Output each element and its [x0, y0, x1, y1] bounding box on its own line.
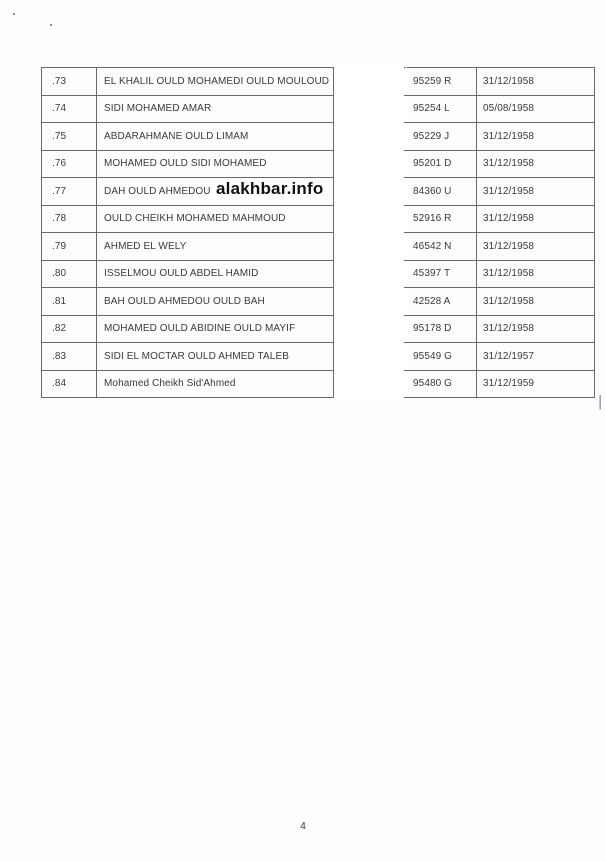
row-id: 95178 D	[407, 315, 477, 343]
row-id: 95254 L	[407, 95, 477, 123]
row-id: 42528 A	[407, 288, 477, 316]
scan-speck	[13, 13, 15, 15]
row-name: Mohamed Cheikh Sid'Ahmed	[97, 370, 334, 398]
table-row	[42, 288, 595, 316]
row-number: .79	[42, 233, 97, 261]
row-number: .73	[42, 68, 97, 96]
row-number: .83	[42, 343, 97, 371]
row-id: 95201 D	[407, 150, 477, 178]
row-number: .75	[42, 123, 97, 151]
row-date: 31/12/1958	[477, 260, 595, 288]
table-row	[42, 150, 595, 178]
row-number: .84	[42, 370, 97, 398]
row-name: MOHAMED OULD ABIDINE OULD MAYIF	[97, 315, 334, 343]
row-number: .76	[42, 150, 97, 178]
redaction-block	[334, 66, 404, 402]
watermark: alakhbar.info	[216, 179, 324, 198]
table-row	[42, 260, 595, 288]
row-number: .74	[42, 95, 97, 123]
row-id: 95229 J	[407, 123, 477, 151]
row-number: .81	[42, 288, 97, 316]
row-number: .78	[42, 205, 97, 233]
table-row	[42, 233, 595, 261]
table-row	[42, 95, 595, 123]
records-table-body	[42, 68, 595, 398]
table-row	[42, 123, 595, 151]
table-row	[42, 68, 595, 96]
row-date: 31/12/1957	[477, 343, 595, 371]
row-name: SIDI MOHAMED AMAR	[97, 95, 334, 123]
row-date: 31/12/1958	[477, 205, 595, 233]
table-row	[42, 370, 595, 398]
row-name: OULD CHEIKH MOHAMED MAHMOUD	[97, 205, 334, 233]
row-name: MOHAMED OULD SIDI MOHAMED	[97, 150, 334, 178]
table-row	[42, 205, 595, 233]
row-id: 45397 T	[407, 260, 477, 288]
row-date: 31/12/1958	[477, 288, 595, 316]
row-name: DAH OULD AHMEDOU	[97, 178, 334, 206]
row-date: 31/12/1958	[477, 150, 595, 178]
row-id: 52916 R	[407, 205, 477, 233]
row-date: 31/12/1958	[477, 123, 595, 151]
row-number: .77	[42, 178, 97, 206]
row-date: 31/12/1959	[477, 370, 595, 398]
row-date: 31/12/1958	[477, 233, 595, 261]
page-number: 4	[300, 821, 306, 832]
row-id: 95259 R	[407, 68, 477, 96]
row-date: 05/08/1958	[477, 95, 595, 123]
row-name: ABDARAHMANE OULD LIMAM	[97, 123, 334, 151]
row-id: 84360 U	[407, 178, 477, 206]
row-date: 31/12/1958	[477, 178, 595, 206]
row-number: .82	[42, 315, 97, 343]
row-name: SIDI EL MOCTAR OULD AHMED TALEB	[97, 343, 334, 371]
row-name: AHMED EL WELY	[97, 233, 334, 261]
row-name: ISSELMOU OULD ABDEL HAMID	[97, 260, 334, 288]
row-number: .80	[42, 260, 97, 288]
edge-mark: │	[597, 395, 605, 409]
records-table	[41, 67, 595, 398]
row-id: 46542 N	[407, 233, 477, 261]
table-row	[42, 343, 595, 371]
row-id: 95549 G	[407, 343, 477, 371]
scan-speck	[50, 24, 52, 26]
row-date: 31/12/1958	[477, 315, 595, 343]
row-id: 95480 G	[407, 370, 477, 398]
row-date: 31/12/1958	[477, 68, 595, 96]
row-name: EL KHALIL OULD MOHAMEDI OULD MOULOUD	[97, 68, 334, 96]
row-name: BAH OULD AHMEDOU OULD BAH	[97, 288, 334, 316]
table-row	[42, 315, 595, 343]
